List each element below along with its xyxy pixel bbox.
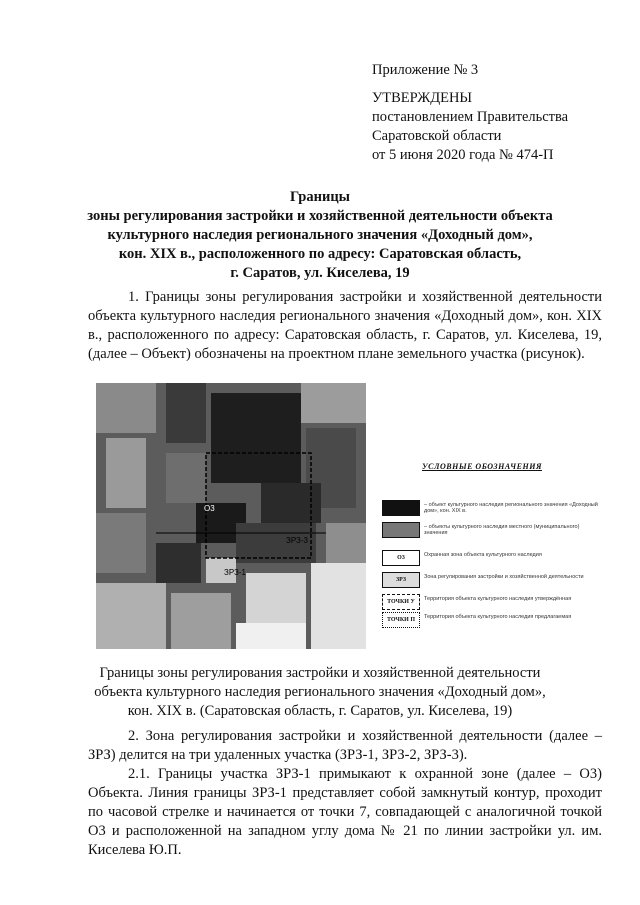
- figure-caption: Границы зоны регулирования застройки и хозяйственной деятельности: [99, 665, 541, 681]
- legend-text: Территория объекта культурного наследия предлагаемая: [424, 614, 572, 620]
- map-label-o3: О3: [204, 504, 215, 513]
- approved-by-line: постановлением Правительства: [372, 109, 569, 125]
- legend-text: – объект культурного наследия регионального значения «Доходный дом», кон. XIX в.: [424, 502, 598, 514]
- doc-title-line: зоны регулирования застройки и хозяйственной деятельности объекта: [87, 208, 553, 224]
- legend-item: [380, 572, 600, 588]
- map-image: [96, 383, 366, 649]
- legend-swatch-points-p: ТОЧКИ П: [382, 612, 420, 628]
- doc-title: Границы: [289, 189, 350, 205]
- legend-text: Зона регулирования застройки и хозяйственной деятельности: [424, 574, 584, 580]
- legend-title: УСЛОВНЫЕ ОБОЗНАЧЕНИЯ: [422, 462, 542, 471]
- legend-swatch-o3: О3: [382, 550, 420, 566]
- appendix-number: Приложение № 3: [372, 62, 479, 78]
- legend-swatch-black: [382, 500, 420, 516]
- legend-text: Территория объекта культурного наследия утверждённая: [424, 596, 572, 602]
- aerial-map: [96, 383, 366, 649]
- legend-text: Охранная зона объекта культурного наследия: [424, 552, 542, 558]
- legend-item: [380, 550, 600, 566]
- paragraph-1: [88, 288, 602, 364]
- legend-swatch-points-u: ТОЧКИ У: [382, 594, 420, 610]
- approved-label: УТВЕРЖДЕНЫ: [372, 90, 473, 106]
- map-label-zrz: ЗРЗ-1: [224, 568, 246, 577]
- paragraph-2: [88, 727, 602, 765]
- doc-title-line: культурного наследия регионального значения «Доходный дом»,: [107, 227, 533, 243]
- paragraph-1-text: 1. Границы зоны регулирования застройки и хозяйственной деятельности объекта культурного наследия регионального значения «Доходный дом», кон. XIX в., расположенного по адресу: Саратовская область, г. Саратов, ул. Киселева, 19, (далее – Объект) обозначены на проектном плане земельного участка (рисунок).: [88, 289, 602, 362]
- legend-text: – объекты культурного наследия местного (муниципального) значения: [424, 524, 580, 536]
- legend-swatch-gray: [382, 522, 420, 538]
- paragraph-3-text: 2.1. Границы участка ЗРЗ-1 примыкают к охранной зоне (далее – О3) Объекта. Линия границы ЗРЗ-1 представляет собой замкнутый контур, проходит по часовой стрелке и начинается от точки 7, совпадающей с аналогичной точкой О3 и расположенной на западном углу дома № 21 по линии застройки ул. им. Киселева Ю.П.: [88, 766, 602, 858]
- map-label-zrz3: ЗРЗ-3: [286, 536, 308, 545]
- legend-item: [380, 500, 600, 516]
- legend-item: [380, 594, 600, 610]
- paragraph-3: [88, 765, 602, 860]
- doc-title-line: г. Саратов, ул. Киселева, 19: [230, 265, 410, 281]
- legend-item: [380, 522, 600, 538]
- approved-date-line: от 5 июня 2020 года № 474-П: [372, 147, 554, 163]
- figure-caption-line: объекта культурного наследия регионального значения «Доходный дом»,: [94, 684, 546, 700]
- approved-region-line: Саратовской области: [372, 128, 502, 144]
- legend-swatch-zrz: ЗРЗ: [382, 572, 420, 588]
- doc-title-line: кон. XIX в., расположенного по адресу: Саратовская область,: [118, 246, 522, 262]
- paragraph-2-text: 2. Зона регулирования застройки и хозяйственной деятельности (далее – ЗРЗ) делится на три удаленных участка (ЗРЗ-1, ЗРЗ-2, ЗРЗ-3).: [88, 728, 602, 763]
- figure-caption-line: кон. XIX в. (Саратовская область, г. Саратов, ул. Киселева, 19): [127, 703, 513, 719]
- legend-item: [380, 612, 600, 628]
